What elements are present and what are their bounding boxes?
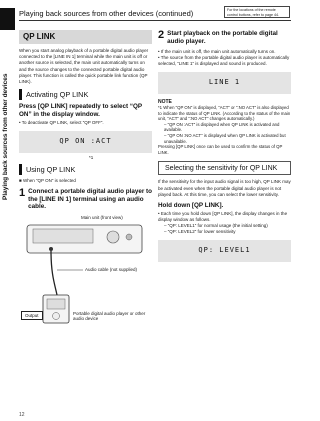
remote-location-note: For the locations of the remote control buttons, refer to page 44. [224,6,290,18]
activating-heading: Activating QP LINK [19,89,152,100]
footnote-mark: *1 [89,155,94,161]
display-line-1-text: LINE 1 [208,78,241,86]
qp-link-intro: When you start analog playback of a portable digital audio player connected to the [LINE IN 1] terminal while the main unit is off or another source is selected, the main unit automatically turns on and the source changes to the connected portable digital audio player. This function is called the quick portable link function (QP LINK). [19,48,149,85]
sensitivity-bullet-2: – “QP: LEVEL1” for normal usage (the initial setting) [164,223,268,229]
step-2-bullet-1: • If the main unit is off, the main unit automatically turns on. [158,49,276,54]
step-1 [19,188,152,211]
sensitivity-heading: Selecting the sensitivity for QP LINK [158,161,291,175]
sensitivity-bullet-1: • Each time you hold down [QP LINK], the display changes in the display window as follows. [158,211,288,223]
note-2: – “QP ON :ACT” is displayed when QP LINK is activated and available. [164,121,280,133]
note-title: NOTE [158,99,172,105]
page-number: 12 [19,412,25,418]
sensitivity-intro: If the sensitivity for the input audio signal is too high, QP LINK may be activated even when the portable digital audio player is not played back. At this time, you can select the lower sensitivity. [158,179,291,197]
display-level [158,240,291,262]
section-title-qp-link: QP LINK [19,30,152,44]
note-3: – “QP ON :NO ACT” is displayed when QP LINK is activated but unavailable. [164,132,286,144]
display-line-1 [158,72,291,94]
step-2-bullet-2: • The source from the portable digital audio player is automatically selected, “LINE 1” is displayed and sound is produced. [158,55,290,66]
page-header-title: Playing back sources from other devices (continued) [19,9,194,18]
connection-diagram [19,215,152,327]
display-level-text: QP: LEVEL1 [198,246,251,255]
side-tab [0,0,15,421]
player-label: Portable digital audio player or other audio device [73,310,146,322]
right-column [158,30,291,267]
side-tab-label: Playing back sources from other devices [2,73,9,200]
using-heading: Using QP LINK [19,164,152,175]
hold-instruction: Hold down [QP LINK]. [158,201,224,209]
note-4: Pressing [QP LINK] once can be used to confirm the status of QP LINK. [158,144,283,155]
output-label: Output [21,311,43,320]
sensitivity-bullet-3: – “QP: LEVEL2” for lower sensitivity [164,229,236,235]
side-tab-marker [0,8,15,30]
activate-instruction: Press [QP LINK] repeatedly to select “QP ON” in the display window. [19,103,142,118]
step-1-number: 1 [19,187,26,200]
display-qp-on [19,131,152,153]
step-1-text: Connect a portable digital audio player to the [LINE IN 1] terminal using an audio cable. [28,188,152,211]
step-2-text: Start playback on the portable digital audio player. [167,30,278,45]
deactivate-bullet: • To deactivate QP LINK, select “QP OFF”. [19,120,104,126]
when-qp-on: ■ When “QP ON” is selected [19,178,76,184]
note-1: *1 When “QP ON” is displayed, “ACT” or “:NO ACT” is also displayed to indicate the status of QP LINK. (According to the status of the main unit, “ACT” and “:NO ACT” changes automatically.) [158,105,291,122]
audio-cable-label: Audio cable (not supplied) [85,266,138,272]
step-2 [158,30,291,45]
display-qp-on-text: QP ON :ACT [59,137,112,146]
step-2-number: 2 [158,29,165,41]
header-rule [19,20,291,21]
left-column [19,30,152,327]
main-unit-label: Main unit (front view) [81,214,123,220]
